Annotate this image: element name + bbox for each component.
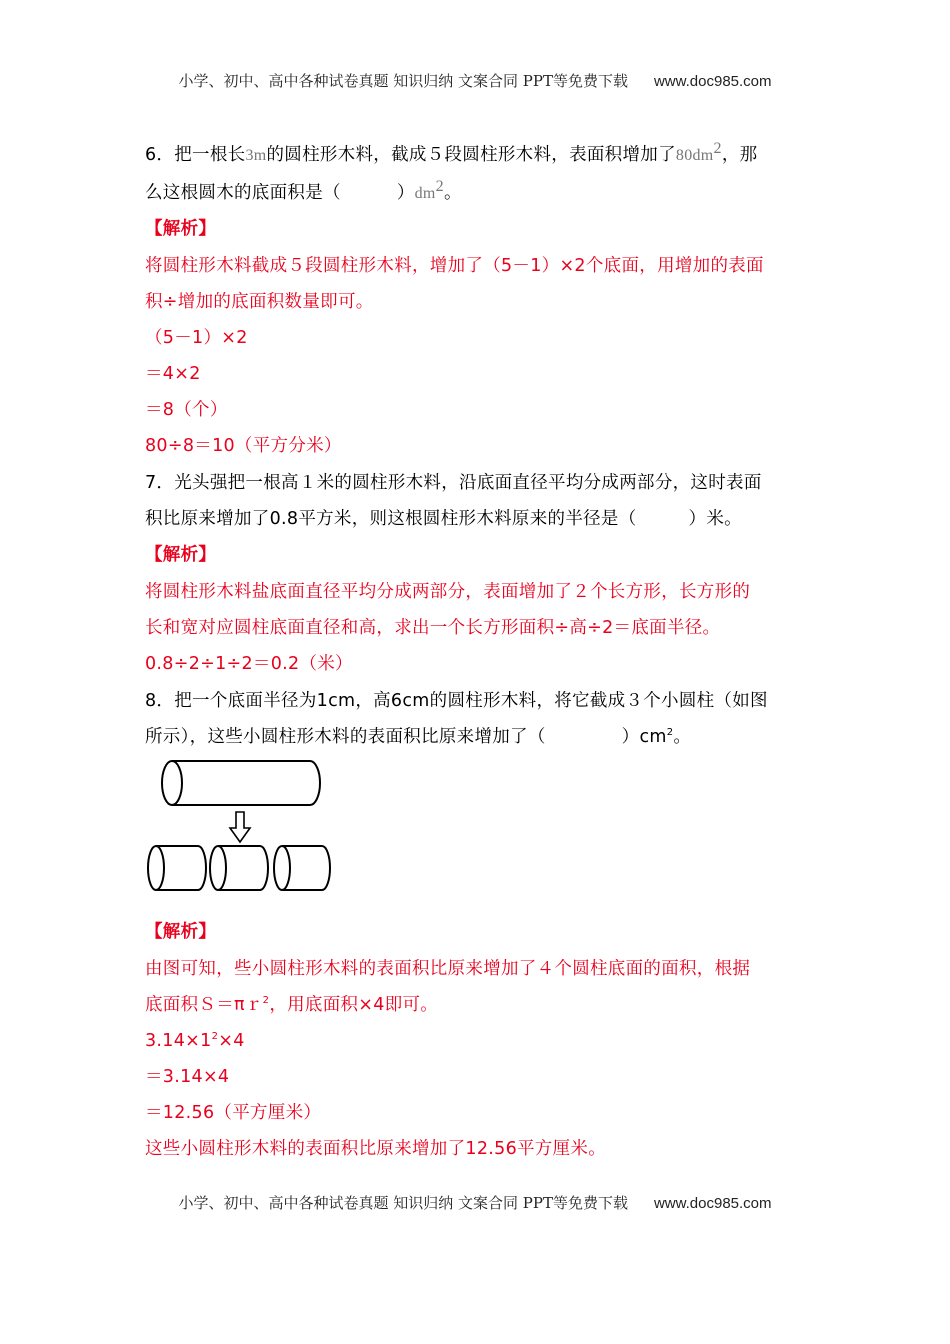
q8-analysis-line: 由图可知，些小圆柱形木料的表面积比原来增加了４个圆柱底面的面积，根据 [145,959,751,979]
q7-analysis-label: 【解析】 [145,545,217,565]
q6-analysis-line: 将圆柱形木料截成５段圆柱形木料，增加了（5－1）×2个底面，用增加的表面 [145,256,764,276]
q8-analysis-line: 这些小圆柱形木料的表面积比原来增加了12.56平方厘米。 [145,1139,606,1159]
q6-analysis-line: （5－1）×2 [145,328,248,348]
down-arrow-icon [230,812,250,842]
q7-line-2: 积比原来增加了0.8平方米，则这根圆柱形木料原来的半径是（ ）米。 [145,509,742,529]
small-cylinder-3 [274,846,330,890]
page-header [0,70,950,91]
q8-analysis-line: $3.14\times 1^2\times 4$ [145,1031,245,1051]
q6-analysis-line: 80÷8＝10（平方分米） [145,436,342,456]
small-cylinder-1 [148,846,206,890]
page-footer [0,1192,950,1213]
q8-line-1: 8．把一个底面半径为1cm，高6cm的圆柱形木料，将它截成３个小圆柱（如图 [145,691,768,711]
q8-line-2: 所示），这些小圆柱形木料的表面积比原来增加了（ ）$cm^2$。 [145,727,692,747]
q7-line-1: 7．光头强把一根高１米的圆柱形木料，沿底面直径平均分成两部分，这时表面 [145,473,762,493]
q6-analysis-line: ＝4×2 [145,364,201,384]
header-site: www.doc985.com [653,73,772,90]
q8-analysis-line: ＝12.56（平方厘米） [145,1103,322,1123]
q6-analysis-line: ＝8（个） [145,400,228,420]
q8-analysis-line: 底面积Ｓ＝πｒ$^2$，用底面积×4即可。 [145,995,439,1015]
q8-analysis-label: 【解析】 [145,922,217,942]
footer-text: 小学、初中、高中各种试卷真题 知识归纳 文案合同 PPT等免费下载 [178,1194,628,1212]
q7-analysis-line: 长和宽对应圆柱底面直径和高，求出一个长方形面积÷高÷2＝底面半径。 [145,618,721,638]
q6-line-2: 么这根圆木的底面积是（ ）$dm^2$。 [145,178,462,203]
long-cylinder [162,761,320,805]
q6-analysis-line: 积÷增加的底面积数量即可。 [145,292,374,312]
small-cylinder-2 [210,846,268,890]
cylinder-cut-figure [140,756,340,896]
q6-line-1: 6．把一根长3m的圆柱形木料，截成５段圆柱形木料，表面积增加了$80dm^2$，那 [145,140,758,165]
q7-analysis-line: 将圆柱形木料盐底面直径平均分成两部分，表面增加了２个长方形，长方形的 [145,582,751,602]
header-text: 小学、初中、高中各种试卷真题 知识归纳 文案合同 PPT等免费下载 [178,72,628,90]
q7-analysis-line: 0.8÷2÷1÷2＝0.2（米） [145,654,353,674]
q8-analysis-line: ＝3.14×4 [145,1067,230,1087]
q6-analysis-label: 【解析】 [145,219,217,239]
footer-site: www.doc985.com [653,1195,772,1212]
